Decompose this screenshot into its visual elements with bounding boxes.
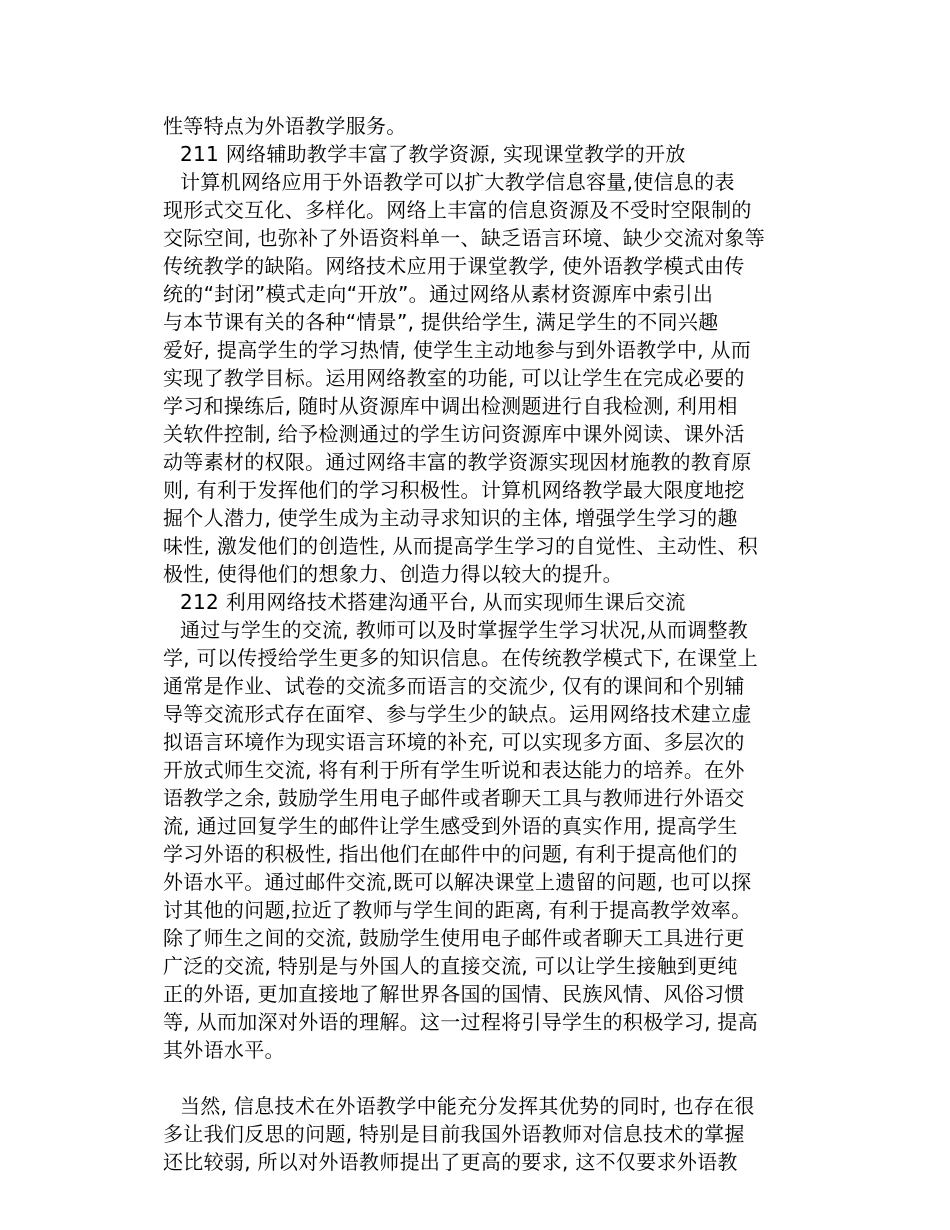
text-line: 掘个人潜力, 使学生成为主动寻求知识的主体, 增强学生学习的趣 [163,506,738,530]
text-line: 正的外语, 更加直接地了解世界各国的国情、民族风情、风俗习惯 [163,982,745,1006]
text-line: 与本节课有关的各种“情景”, 提供给学生, 满足学生的不同兴趣 [163,310,719,334]
text-line: 现形式交互化、多样化。网络上丰富的信息资源及不受时空限制的 [163,198,752,222]
text-line: 统的“封闭”模式走向“开放”。通过网络从素材资源库中索引出 [163,282,714,306]
text-line: 味性, 激发他们的创造性, 从而提高学生学习的自觉性、主动性、积 [163,534,759,558]
text-line: 动等素材的权限。通过网络丰富的教学资源实现因材施教的教育原 [163,450,752,474]
text-line: 则, 有利于发挥他们的学习积极性。计算机网络教学最大限度地挖 [163,478,745,502]
text-line: 导等交流形式存在面窄、参与学生少的缺点。运用网络技术建立虚 [163,702,752,726]
paragraph-first-line: 当然, 信息技术在外语教学中能充分发挥其优势的同时, 也存在很 [180,1094,755,1118]
text-line: 关软件控制, 给予检测通过的学生访问资源库中课外阅读、课外活 [163,422,745,446]
text-line: 学习和操练后, 随时从资源库中调出检测题进行自我检测, 利用相 [163,394,738,418]
text-line: 交际空间, 也弥补了外语资料单一、缺乏语言环境、缺少交流对象等 [163,226,766,250]
text-line: 除了师生之间的交流, 鼓励学生使用电子邮件或者聊天工具进行更 [163,926,745,950]
text-line: 流, 通过回复学生的邮件让学生感受到外语的真实作用, 提高学生 [163,814,738,838]
text-line: 等, 从而加深对外语的理解。这一过程将引导学生的积极学习, 提高 [163,1010,759,1034]
text-line: 外语水平。通过邮件交流,既可以解决课堂上遗留的问题, 也可以探 [163,870,752,894]
paragraph-first-line: 通过与学生的交流, 教师可以及时掌握学生学习状况,从而调整教 [180,618,749,642]
section-heading-212: 212 利用网络技术搭建沟通平台, 从而实现师生课后交流 [180,590,686,614]
text-line: 学习外语的积极性, 指出他们在邮件中的问题, 有利于提高他们的 [163,842,738,866]
text-line: 极性, 使得他们的想象力、创造力得以较大的提升。 [163,562,623,586]
paragraph-first-line: 计算机网络应用于外语教学可以扩大教学信息容量,使信息的表 [180,170,735,194]
text-line: 广泛的交流, 特别是与外国人的直接交流, 可以让学生接触到更纯 [163,954,738,978]
text-line: 拟语言环境作为现实语言环境的补充, 可以实现多方面、多层次的 [163,730,745,754]
text-line: 学, 可以传授给学生更多的知识信息。在传统教学模式下, 在课堂上 [163,646,759,670]
text-line: 通常是作业、试卷的交流多而语言的交流少, 仅有的课间和个别辅 [163,674,745,698]
text-line: 传统教学的缺陷。网络技术应用于课堂教学, 使外语教学模式由传 [163,254,745,278]
text-line: 语教学之余, 鼓励学生用电子邮件或者聊天工具与教师进行外语交 [163,786,745,810]
text-line: 实现了教学目标。运用网络教室的功能, 可以让学生在完成必要的 [163,366,745,390]
text-line: 爱好, 提高学生的学习热情, 使学生主动地参与到外语教学中, 从而 [163,338,752,362]
text-line: 性等特点为外语教学服务。 [163,114,407,138]
text-line: 开放式师生交流, 将有利于所有学生听说和表达能力的培养。在外 [163,758,745,782]
text-line: 讨其他的问题,拉近了教师与学生间的距离, 有利于提高教学效率。 [163,898,752,922]
section-heading-211: 211 网络辅助教学丰富了教学资源, 实现课堂教学的开放 [180,142,686,166]
text-line: 多让我们反思的问题, 特别是目前我国外语教师对信息技术的掌握 [163,1122,745,1146]
text-line: 还比较弱, 所以对外语教师提出了更高的要求, 这不仅要求外语教 [163,1150,738,1174]
text-line: 其外语水平。 [163,1038,285,1062]
